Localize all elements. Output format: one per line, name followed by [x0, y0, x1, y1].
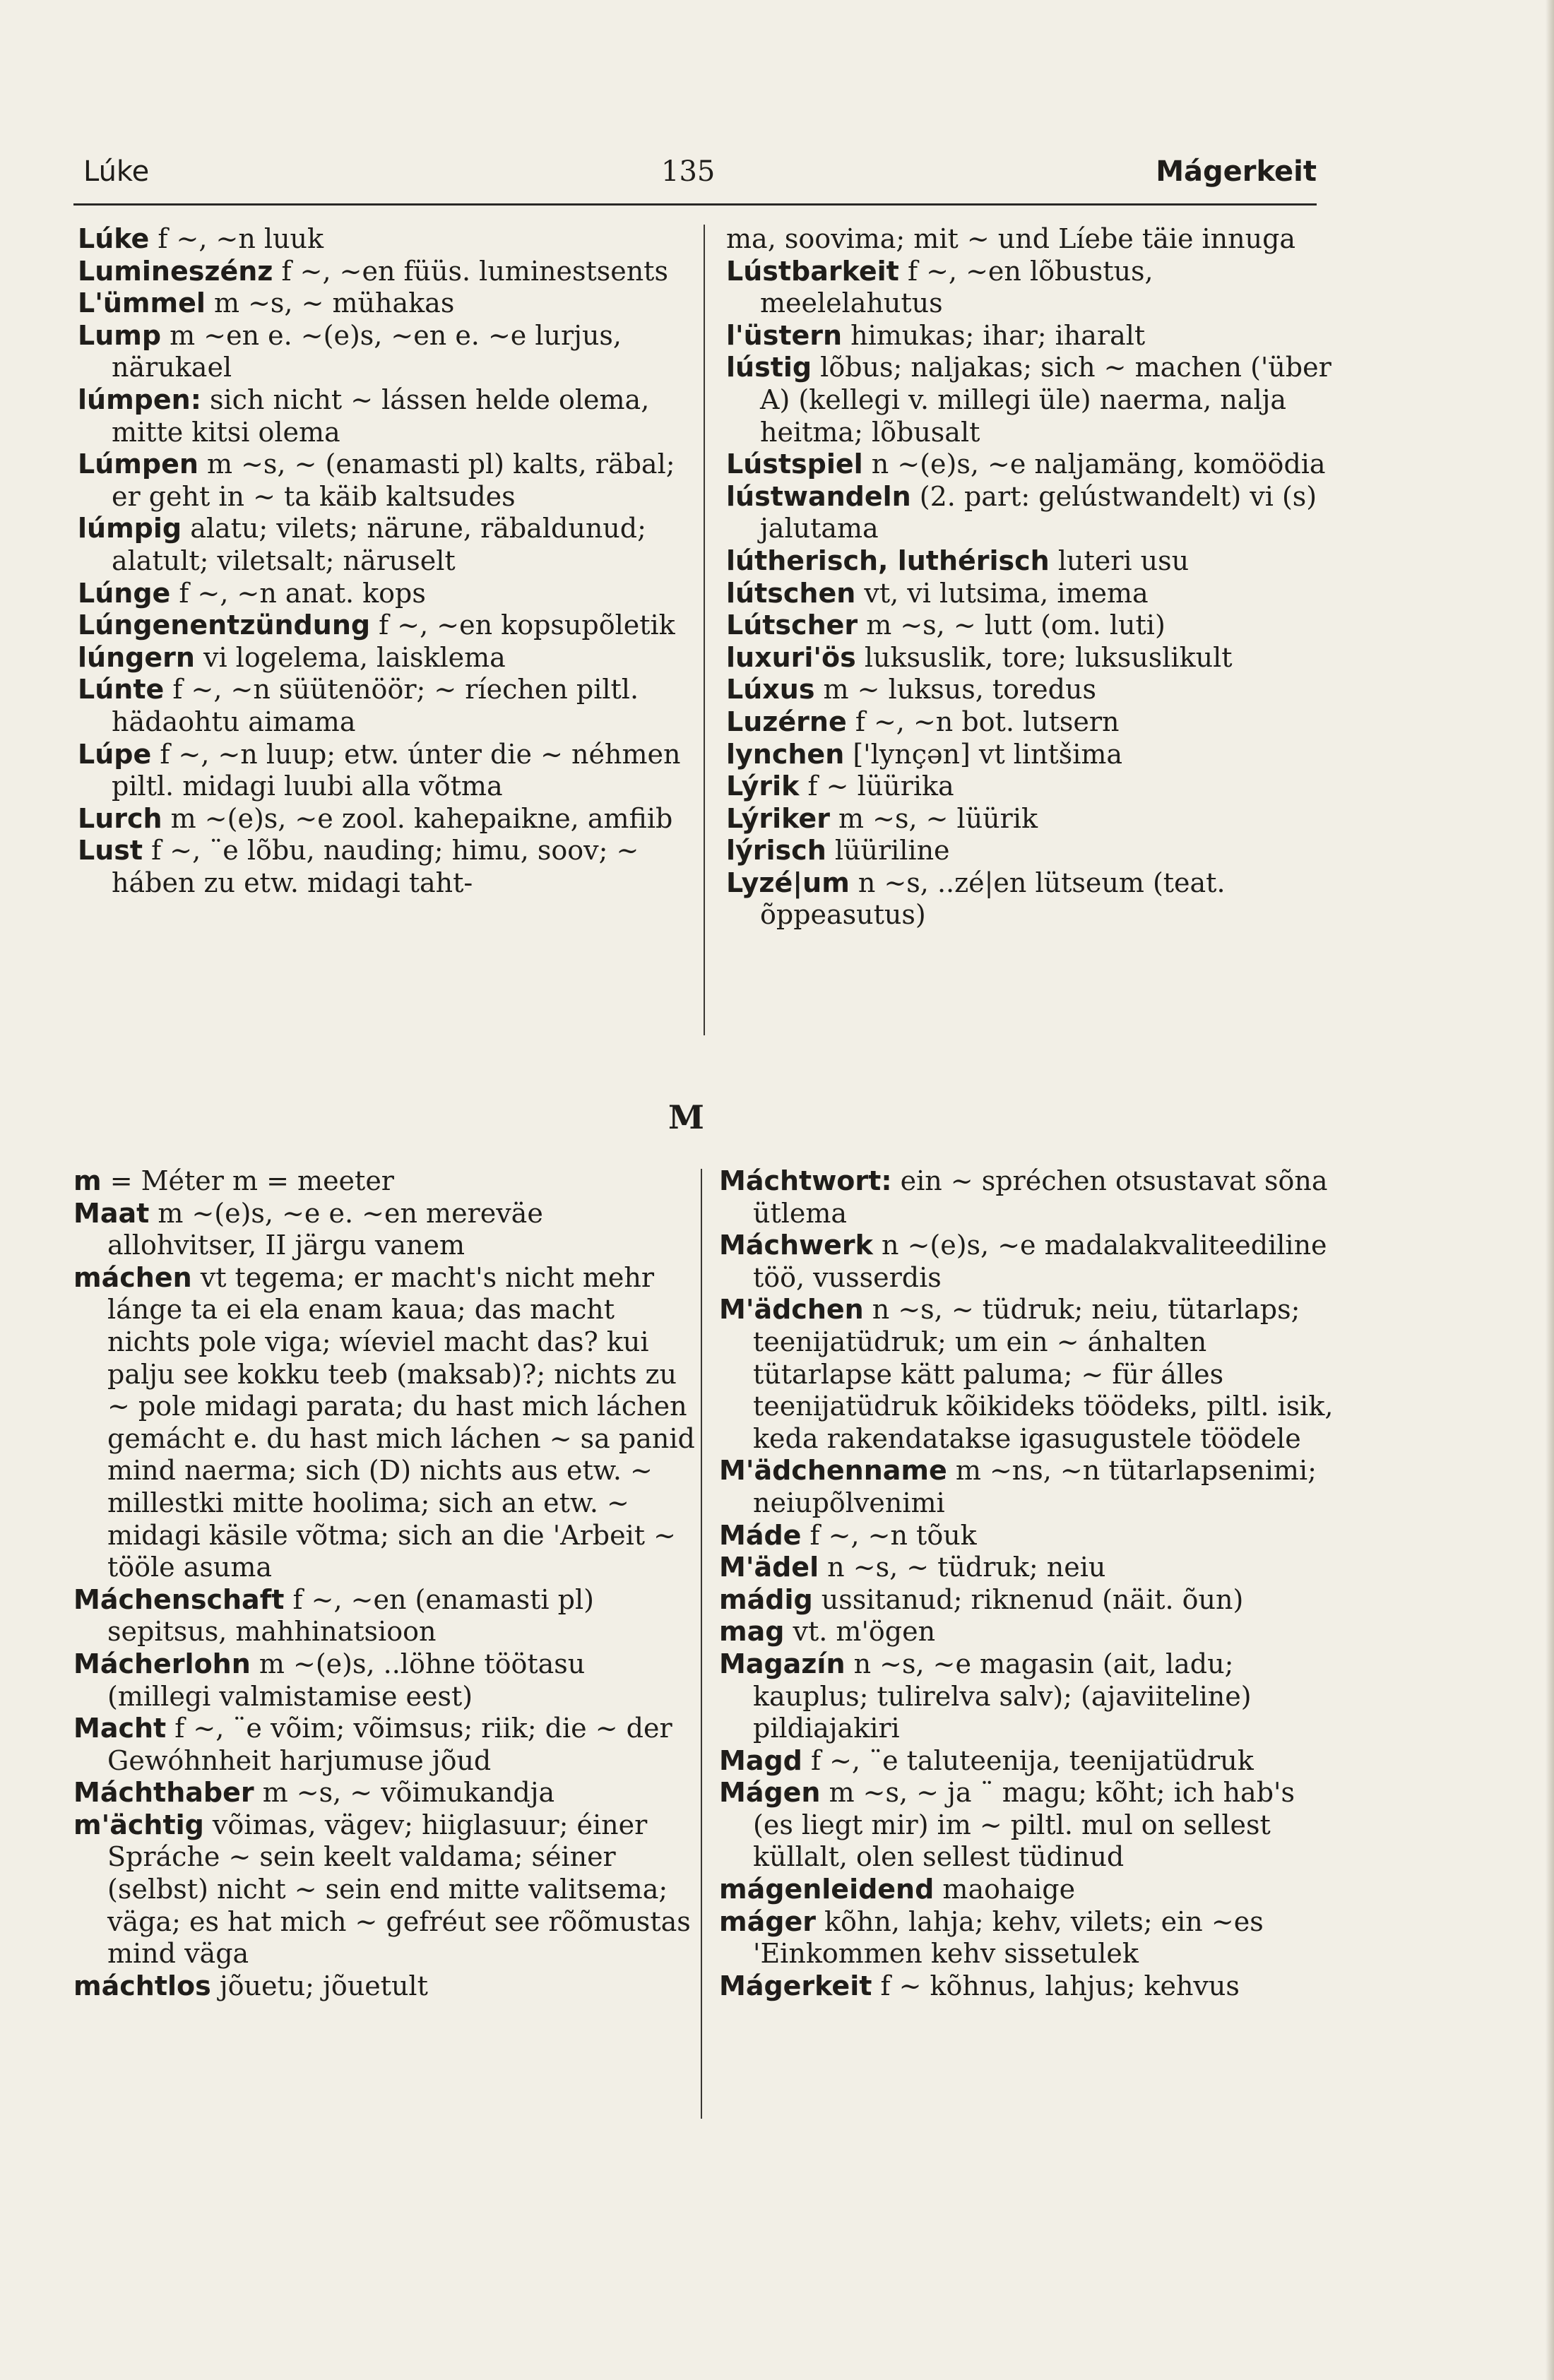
entry-definition: n ~(e)s, ~e madalakvaliteediline töö, vusserdis	[753, 1230, 1327, 1293]
entry-headword: Lúxus	[726, 674, 815, 706]
entry-definition: f ~ kõhnus, lahjus; kehvus	[872, 1970, 1240, 2001]
dictionary-entry	[719, 1906, 1334, 1970]
entry-headword: Lýrik	[726, 770, 800, 802]
entry-definition: maohaige	[934, 1874, 1076, 1905]
entry-headword: l'üstern	[726, 319, 843, 351]
entry-definition: n ~s, ..zé|en lütseum (teat. õppeasutus)	[760, 867, 1226, 931]
entry-definition: vt, vi lutsima, imema	[855, 577, 1149, 609]
entry-definition: m ~s, ~ mühakas	[205, 287, 455, 319]
entry-headword: máchen	[73, 1261, 192, 1293]
dictionary-entry	[78, 287, 699, 320]
entry-headword: m'ächtig	[73, 1809, 204, 1840]
dictionary-entry	[726, 256, 1334, 320]
column-divider-top	[704, 225, 705, 1035]
dictionary-entry	[726, 770, 1334, 803]
entry-headword: Lústbarkeit	[726, 255, 899, 287]
entry-definition: f ~, ~en füüs. luminestsents	[273, 255, 668, 287]
dictionary-entry	[78, 320, 699, 384]
entry-definition: m ~(e)s, ..löhne töötasu (millegi valmistamise eest)	[107, 1648, 586, 1712]
dictionary-entry	[726, 352, 1334, 448]
entry-definition: ['lynçən] vt lintšima	[844, 738, 1123, 770]
entry-definition: f ~, ~en lõbustus, meelelahutus	[760, 255, 1153, 319]
entry-headword: Lúpe	[78, 738, 152, 770]
entry-definition: ussitanud; riknenud (näit. õun)	[812, 1583, 1244, 1615]
entry-definition: f ~ lüürika	[799, 770, 954, 802]
entry-headword: Máde	[719, 1519, 802, 1551]
entry-definition: m ~s, ~ lutt (om. luti)	[858, 609, 1166, 641]
dictionary-entry	[78, 223, 699, 256]
dictionary-entry	[726, 448, 1334, 481]
entry-headword: Lúmpen	[78, 448, 198, 480]
entry-headword: M'ädchenname	[719, 1455, 947, 1487]
dictionary-entry	[719, 1616, 1334, 1648]
dictionary-entry	[78, 448, 699, 513]
dictionary-entry	[78, 513, 699, 577]
entry-headword: lýrisch	[726, 835, 826, 867]
dictionary-entry	[78, 609, 699, 642]
entry-definition: f ~, ~n bot. lutsern	[846, 706, 1120, 737]
dictionary-entry	[726, 739, 1334, 771]
entry-definition: = Méter m = meeter	[101, 1165, 394, 1196]
dictionary-entry	[719, 1648, 1334, 1745]
entry-definition: alatu; vilets; närune, räbaldunud; alatult; viletsalt; näruselt	[112, 513, 646, 576]
entry-definition: n ~(e)s, ~e naljamäng, komöödia	[862, 448, 1326, 480]
dictionary-entry	[726, 578, 1334, 610]
entry-definition: vi logelema, laisklema	[194, 641, 506, 673]
entry-headword: lúmpig	[78, 513, 182, 545]
dictionary-entry	[726, 674, 1334, 706]
column-top-left	[78, 223, 699, 899]
entry-definition: m ~en e. ~(e)s, ~en e. ~e lurjus, närukael	[112, 319, 622, 383]
entry-definition: f ~, ~n anat. kops	[170, 577, 426, 609]
entry-definition: m ~s, ~ (enamasti pl) kalts, räbal; er geht in ~ ta käib kaltsudes	[112, 448, 675, 512]
entry-definition: sich nicht ~ lássen helde olema, mitte kitsi olema	[112, 383, 650, 448]
entry-headword: Lust	[78, 835, 143, 867]
entry-headword: Mágen	[719, 1777, 821, 1809]
entry-definition: n ~s, ~ tüdruk; neiu	[819, 1552, 1106, 1583]
entry-definition: f ~, ~n tõuk	[801, 1519, 977, 1551]
dictionary-entry	[78, 803, 699, 835]
dictionary-entry	[726, 835, 1334, 867]
dictionary-entry	[73, 1262, 695, 1584]
dictionary-entry	[73, 1648, 695, 1713]
page-edge	[1546, 0, 1554, 2380]
entry-definition: f ~, ¨e lõbu, nauding; himu, soov; ~ háben zu etw. midagi taht-	[112, 835, 639, 898]
entry-headword: mágenleidend	[719, 1874, 935, 1905]
entry-headword: Máchwerk	[719, 1230, 873, 1261]
dictionary-entry	[73, 1198, 695, 1262]
column-bottom-right	[719, 1165, 1334, 2002]
entry-headword: Lurch	[78, 802, 162, 834]
dictionary-entry	[726, 481, 1334, 545]
column-divider-bottom	[701, 1169, 702, 2119]
dictionary-entry	[719, 1745, 1334, 1778]
entry-headword: Lyzé|um	[726, 867, 850, 898]
page-number: 135	[661, 155, 716, 188]
column-top-right	[726, 223, 1334, 932]
entry-headword: lústig	[726, 352, 812, 383]
dictionary-entry	[719, 1165, 1334, 1230]
entry-definition: f ~, ~en (enamasti pl) sepitsus, mahhinatsioon	[107, 1583, 594, 1648]
entry-headword: mag	[719, 1616, 785, 1648]
entry-headword: Lúngenentzündung	[78, 609, 371, 641]
dictionary-entry	[719, 1970, 1334, 2003]
entry-definition: luksuslik, tore; luksuslikult	[855, 641, 1233, 673]
entry-definition: jõuetu; jõuetult	[210, 1970, 428, 2001]
entry-headword: máger	[719, 1905, 816, 1937]
dictionary-entry	[726, 320, 1334, 352]
entry-headword: lústwandeln	[726, 480, 911, 512]
entry-headword: lútschen	[726, 577, 856, 609]
entry-definition: m ~ luksus, toredus	[814, 674, 1096, 706]
entry-headword: lynchen	[726, 738, 845, 770]
dictionary-entry	[719, 1455, 1334, 1519]
entry-headword: Magazín	[719, 1648, 846, 1679]
entry-headword: Lump	[78, 319, 162, 351]
entry-headword: mádig	[719, 1583, 813, 1615]
dictionary-entry	[78, 739, 699, 803]
entry-definition: himukas; ihar; iharalt	[842, 319, 1146, 351]
entry-headword: Máchthaber	[73, 1777, 254, 1809]
entry-definition: m ~s, ~ lüürik	[829, 802, 1038, 834]
dictionary-entry	[73, 1713, 695, 1777]
entry-headword: lútherisch, luthérisch	[726, 545, 1050, 576]
dictionary-entry	[78, 835, 699, 899]
dictionary-entry	[78, 674, 699, 738]
dictionary-entry	[719, 1777, 1334, 1874]
dictionary-entry	[719, 1230, 1334, 1294]
entry-headword: L'ümmel	[78, 287, 206, 319]
entry-headword: M'ädchen	[719, 1294, 864, 1326]
header-rule	[73, 203, 1317, 206]
entry-headword: Luzérne	[726, 706, 847, 737]
entry-definition: lüüriline	[826, 835, 950, 867]
entry-definition: (2. part: gelústwandelt) vi (s) jalutama	[760, 480, 1317, 545]
entry-definition: f ~, ~en kopsupõletik	[370, 609, 675, 641]
dictionary-entry	[726, 609, 1334, 642]
entry-definition: f ~, ¨e võim; võimsus; riik; die ~ der Gewóhnheit harjumuse jõud	[107, 1713, 672, 1776]
header-left-guideword: Lúke	[83, 155, 150, 188]
entry-headword: Lústspiel	[726, 448, 863, 480]
entry-definition: f ~, ~n luuk	[149, 223, 324, 254]
entry-definition: ein ~ spréchen otsustavat sõna ütlema	[753, 1165, 1328, 1229]
entry-definition: f ~, ~n luup; etw. únter die ~ néhmen piltl. midagi luubi alla võtma	[112, 738, 681, 802]
entry-headword: Lúnte	[78, 674, 165, 706]
dictionary-entry	[719, 1874, 1334, 1906]
entry-headword: Máchtwort:	[719, 1165, 892, 1196]
dictionary-entry	[73, 1809, 695, 1970]
entry-definition: m ~(e)s, ~e e. ~en mereväe allohvitser, II järgu vanem	[107, 1197, 543, 1261]
dictionary-entry	[726, 223, 1334, 256]
entry-definition: n ~s, ~e magasin (ait, ladu; kauplus; tulirelva salv); (ajaviiteline) pildiajakiri	[753, 1648, 1252, 1744]
entry-definition: m ~(e)s, ~e zool. kahepaikne, amfiib	[162, 802, 673, 834]
entry-headword: M'ädel	[719, 1552, 819, 1583]
entry-headword: Lýriker	[726, 802, 830, 834]
dictionary-entry	[78, 642, 699, 674]
dictionary-entry	[719, 1584, 1334, 1617]
entry-definition: n ~s, ~ tüdruk; neiu, tütarlaps; teenijatüdruk; um ein ~ ánhalten tütarlapse kätt paluma; ~ für álles teenijatüdruk kõikideks töödeks, piltl. isik, keda rakendatakse igasugustele töödele	[753, 1294, 1334, 1454]
dictionary-entry	[719, 1294, 1334, 1455]
entry-headword: lúngern	[78, 641, 195, 673]
entry-headword: Lúnge	[78, 577, 171, 609]
dictionary-entry	[726, 545, 1334, 578]
dictionary-entry	[78, 578, 699, 610]
entry-definition: m ~s, ~ ja ¨ magu; kõht; ich hab's (es liegt mir) im ~ piltl. mul on sellest küllalt, olen sellest tüdinud	[753, 1777, 1295, 1873]
dictionary-entry	[726, 706, 1334, 739]
header-right-guideword: Mágerkeit	[1156, 155, 1317, 188]
page-header	[73, 155, 1317, 198]
entry-definition: m ~ns, ~n tütarlapsenimi; neiupõlvenimi	[753, 1455, 1317, 1518]
entry-definition: m ~s, ~ võimukandja	[254, 1777, 555, 1809]
entry-headword: m	[73, 1165, 102, 1196]
entry-headword: Magd	[719, 1744, 802, 1776]
entry-definition: ma, soovima; mit ~ und Líebe täie innuga	[726, 223, 1296, 254]
entry-definition: f ~, ~n süütenöör; ~ ríechen piltl. hädaohtu aimama	[112, 674, 639, 737]
dictionary-entry	[726, 867, 1334, 932]
entry-headword: máchtlos	[73, 1970, 211, 2001]
column-bottom-left	[73, 1165, 695, 2002]
entry-definition: võimas, vägev; hiiglasuur; éiner Spráche ~ sein keelt valdama; séiner (selbst) nicht ~ sein end mitte valitsema; väga; es hat mich ~ gefréut see rõõmustas mind väga	[107, 1809, 691, 1970]
entry-headword: lúmpen:	[78, 383, 201, 415]
entry-headword: Macht	[73, 1713, 167, 1744]
entry-definition: vt. m'ögen	[784, 1616, 936, 1648]
entry-headword: Mágerkeit	[719, 1970, 872, 2001]
dictionary-entry	[73, 1777, 695, 1809]
dictionary-entry	[719, 1520, 1334, 1552]
dictionary-entry	[726, 803, 1334, 835]
entry-definition: lõbus; naljakas; sich ~ machen ('über A) (kellegi v. millegi üle) naerma, nalja heitma; lõbusalt	[760, 352, 1331, 448]
dictionary-entry	[719, 1552, 1334, 1584]
dictionary-entry	[73, 1584, 695, 1648]
entry-headword: Lúke	[78, 223, 150, 254]
entry-definition: f ~, ¨e taluteenija, teenijatüdruk	[802, 1744, 1254, 1776]
entry-headword: Maat	[73, 1197, 150, 1229]
dictionary-entry	[726, 642, 1334, 674]
dictionary-entry	[78, 384, 699, 448]
entry-definition: vt tegema; er macht's nicht mehr lánge ta ei ela enam kaua; das macht nichts pole viga; wíeviel macht das? kui palju see kokku teeb (maksab)?; nichts zu ~ pole midagi parata; du hast mich láchen gemácht e. du hast mich láchen ~ sa panid mind naerma; sich (D) nichts aus etw. ~ millestki mitte hoolima; sich an etw. ~ midagi käsile võtma; sich an die 'Arbeit ~ tööle asuma	[107, 1261, 695, 1583]
entry-headword: Lumineszénz	[78, 255, 273, 287]
entry-definition: luteri usu	[1049, 545, 1190, 576]
section-letter: M	[668, 1098, 704, 1136]
entry-definition: kõhn, lahja; kehv, vilets; ein ~es 'Einkommen kehv sissetulek	[753, 1905, 1264, 1970]
dictionary-entry	[78, 256, 699, 288]
entry-headword: luxuri'ös	[726, 641, 856, 673]
entry-headword: Máchenschaft	[73, 1583, 285, 1615]
dictionary-entry	[73, 1165, 695, 1198]
entry-headword: Lútscher	[726, 609, 858, 641]
dictionary-entry	[73, 1970, 695, 2003]
entry-headword: Mácherlohn	[73, 1648, 251, 1679]
